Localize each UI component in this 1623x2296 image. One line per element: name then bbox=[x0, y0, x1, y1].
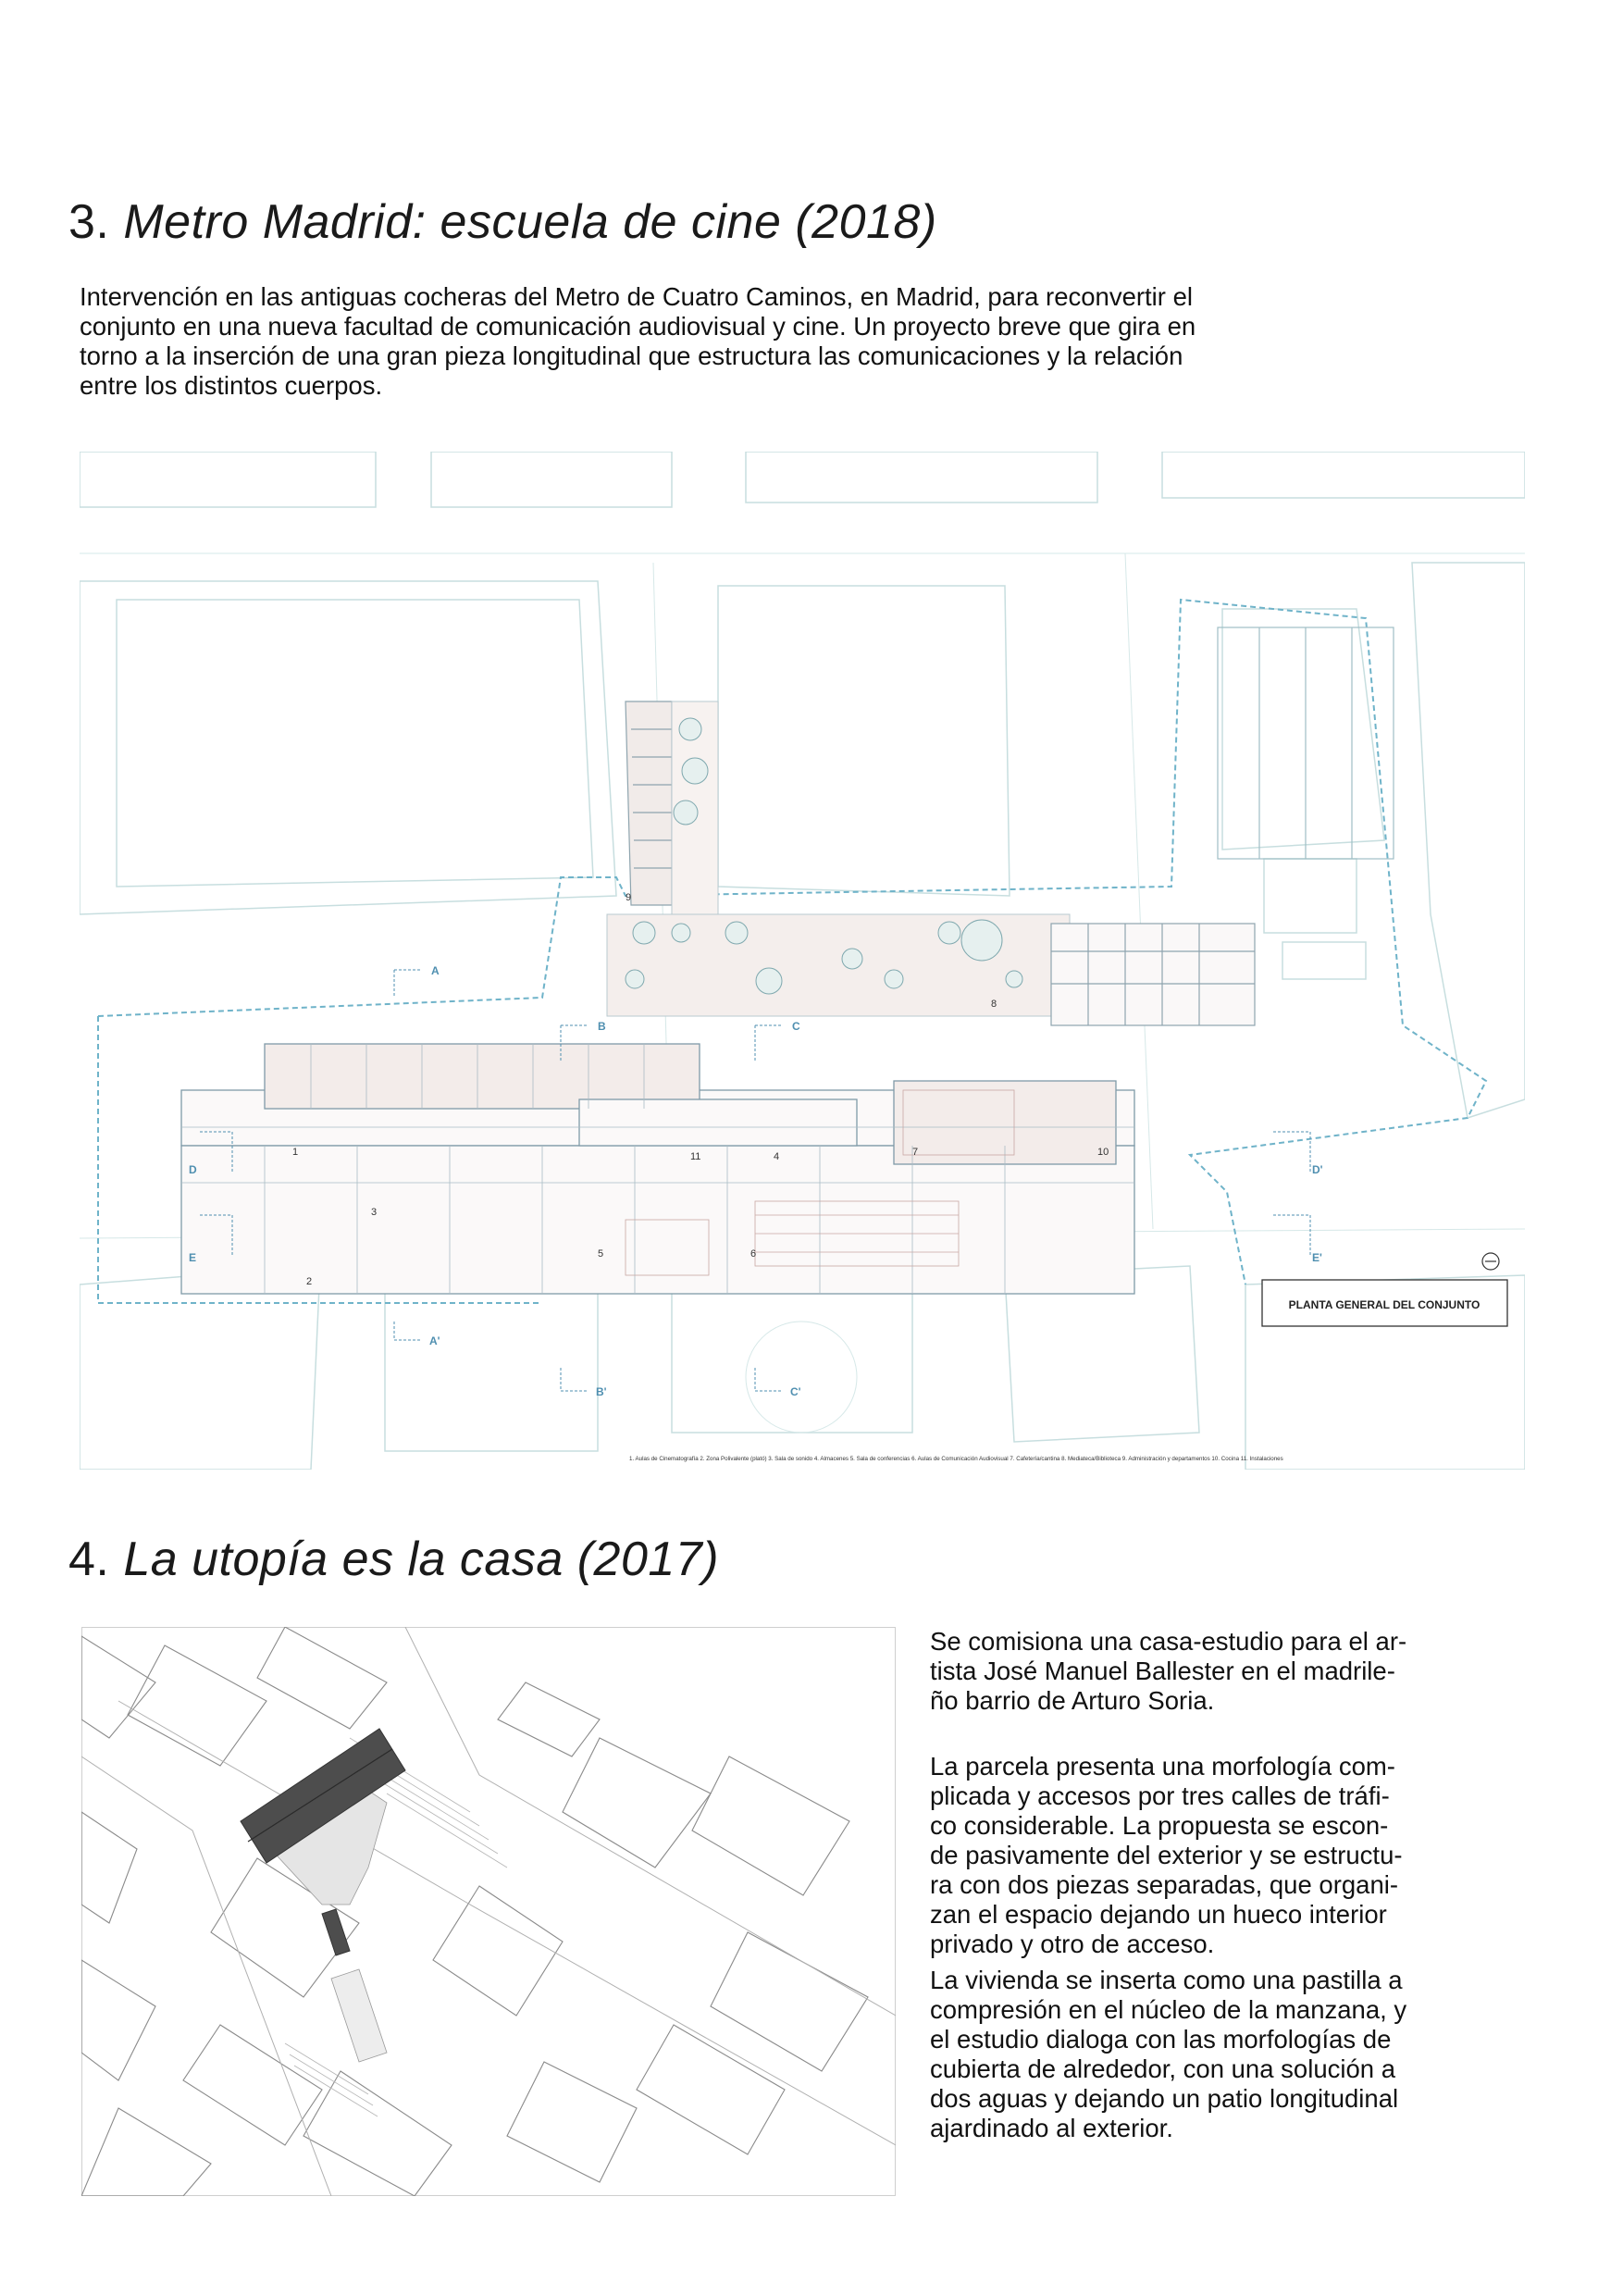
section-label: D' bbox=[1312, 1163, 1323, 1176]
room-number: 11 bbox=[690, 1151, 701, 1162]
mediateca-block bbox=[1051, 924, 1255, 1025]
room-number: 3 bbox=[371, 1207, 378, 1218]
section-label: E bbox=[189, 1251, 197, 1264]
section-label: A' bbox=[429, 1334, 440, 1347]
text-line: privado y otro de acceso. bbox=[930, 1930, 1215, 1958]
section-4-paragraph-1 bbox=[930, 1627, 1559, 1716]
text-line: tista José Manuel Ballester en el madrile- bbox=[930, 1657, 1395, 1685]
text-line: Se comisiona una casa-estudio para el ar- bbox=[930, 1627, 1407, 1656]
text-line: ra con dos piezas separadas, que organi- bbox=[930, 1870, 1399, 1899]
room-number: 10 bbox=[1097, 1147, 1109, 1158]
plaza bbox=[607, 701, 1070, 1016]
plan-title: PLANTA GENERAL DEL CONJUNTO bbox=[1288, 1298, 1481, 1311]
section-label: B' bbox=[596, 1385, 607, 1398]
text-line: de pasivamente del exterior y se estructu- bbox=[930, 1841, 1403, 1869]
text-line: plicada y accesos por tres calles de tráfi- bbox=[930, 1781, 1390, 1810]
room-number: 9 bbox=[626, 892, 632, 903]
text-line: compresión en el núcleo de la manzana, y bbox=[930, 1995, 1407, 2024]
text-line: co considerable. La propuesta se escon- bbox=[930, 1811, 1389, 1840]
section-3-heading bbox=[68, 194, 937, 250]
section-4-number: 4. bbox=[68, 1533, 110, 1586]
section-label: A bbox=[431, 964, 440, 977]
text-line: entre los distintos cuerpos. bbox=[80, 371, 383, 400]
section-3-title: Metro Madrid: escuela de cine (2018) bbox=[123, 195, 937, 249]
room-number: 2 bbox=[306, 1276, 313, 1287]
room-number: 8 bbox=[991, 999, 997, 1010]
room-number: 1 bbox=[292, 1147, 299, 1158]
text-line: ajardinado al exterior. bbox=[930, 2114, 1173, 2142]
section-label: C' bbox=[790, 1385, 801, 1398]
section-4-paragraph-3 bbox=[930, 1966, 1559, 2143]
section-label: D bbox=[189, 1163, 197, 1176]
section-label: B bbox=[598, 1020, 606, 1033]
section-label: E' bbox=[1312, 1251, 1322, 1264]
main-building bbox=[181, 1044, 1134, 1294]
text-line: torno a la inserción de una gran pieza longitudinal que estructura las comunicaciones y la relación bbox=[80, 341, 1183, 370]
text-line: ño barrio de Arturo Soria. bbox=[930, 1686, 1215, 1715]
section-4-title: La utopía es la casa (2017) bbox=[123, 1533, 720, 1586]
section-3-description bbox=[80, 282, 1560, 401]
text-line: conjunto en una nueva facultad de comunicación audiovisual y cine. Un proyecto breve que gira en bbox=[80, 312, 1196, 341]
text-line: La parcela presenta una morfología com- bbox=[930, 1752, 1395, 1781]
section-4-heading bbox=[68, 1532, 719, 1587]
administration-wing bbox=[626, 701, 672, 905]
room-number: 4 bbox=[774, 1151, 780, 1162]
room-number: 5 bbox=[598, 1248, 604, 1260]
section-3-number: 3. bbox=[68, 195, 110, 249]
room-number: 7 bbox=[912, 1147, 919, 1158]
section-4-paragraph-2 bbox=[930, 1752, 1559, 1959]
plan-legend: 1. Aulas de Cinematografía 2. Zona Polivalente (plató) 3. Sala de sonido 4. Almacenes 5. Sala de conferencias 6. Aulas de Comunicación Audiovisual 7. Cafetería/cantina 8. Mediateca/Biblioteca 9. Administración y departamentos 10. Cocina 11. Instalaciones bbox=[629, 1456, 1283, 1462]
text-line: La vivienda se inserta como una pastilla a bbox=[930, 1966, 1403, 1994]
text-line: el estudio dialoga con las morfologías de bbox=[930, 2025, 1392, 2054]
section-label: C bbox=[792, 1020, 800, 1033]
text-line: cubierta de alrededor, con una solución a bbox=[930, 2054, 1395, 2083]
text-line: zan el espacio dejando un hueco interior bbox=[930, 1900, 1387, 1929]
parking-area bbox=[1218, 627, 1394, 859]
aerial-axonometric-drawing bbox=[81, 1627, 896, 2196]
text-line: Intervención en las antiguas cocheras del Metro de Cuatro Caminos, en Madrid, para reconvertir el bbox=[80, 282, 1193, 311]
room-number: 6 bbox=[750, 1248, 757, 1260]
site-plan-drawing bbox=[80, 452, 1525, 1470]
text-line: dos aguas y dejando un patio longitudinal bbox=[930, 2084, 1399, 2113]
